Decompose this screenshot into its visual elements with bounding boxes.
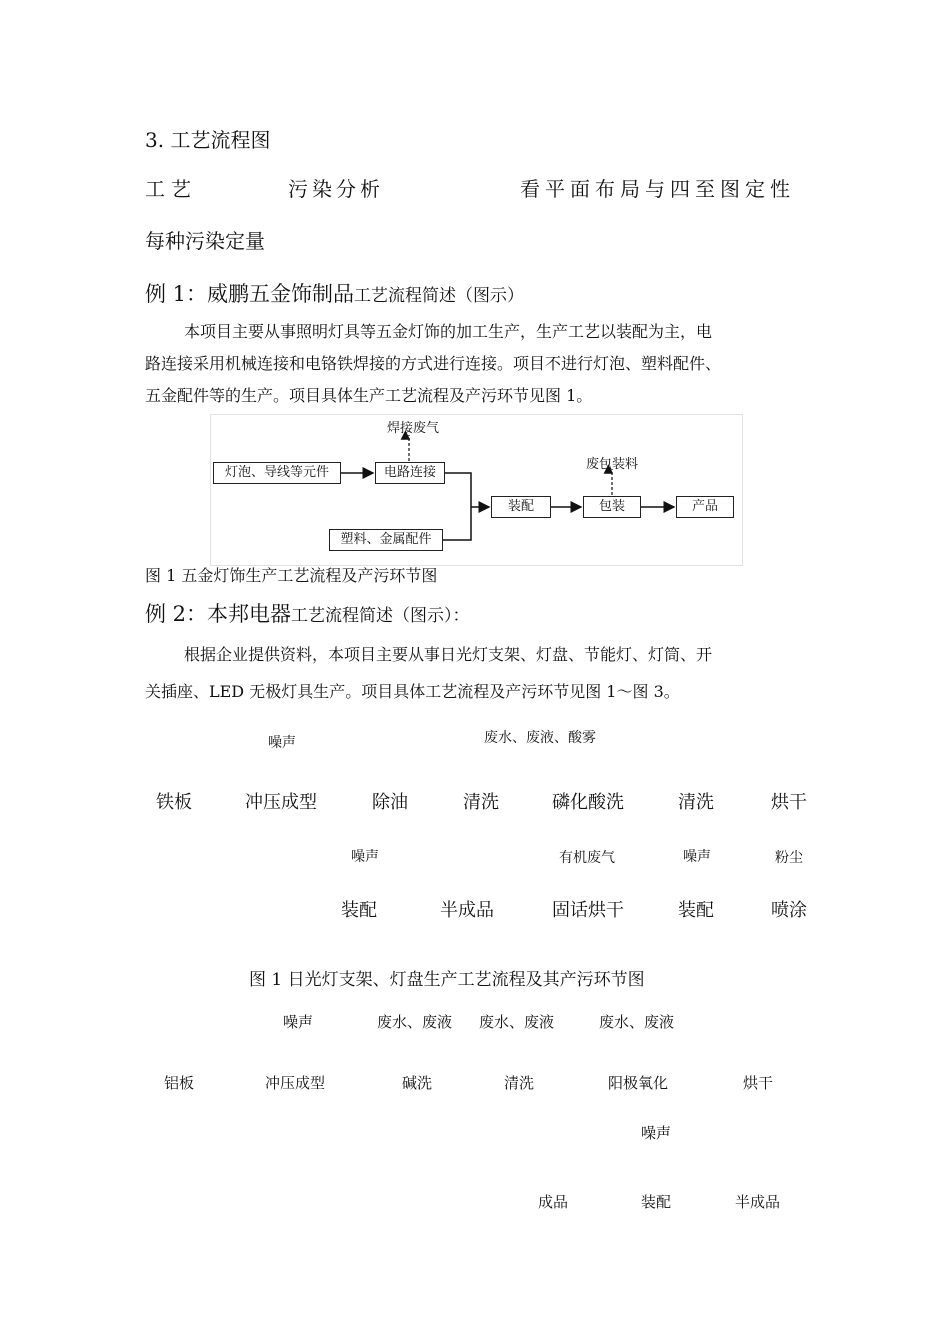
- section-heading: 3. 工艺流程图: [145, 128, 271, 152]
- flowchart-connectors: [211, 415, 742, 565]
- topic-process: 工艺: [145, 177, 197, 201]
- example1-para-line3: 五金配件等的生产。项目具体生产工艺流程及产污环节见图 1。: [145, 386, 593, 405]
- fig2-step-drying: 烘干: [743, 1074, 774, 1092]
- example1-figure-caption: 图 1 五金灯饰生产工艺流程及产污环节图: [145, 566, 438, 585]
- fig2-step-finished-product: 成品: [538, 1193, 569, 1211]
- pollutant-waste-packaging: 废包装料: [586, 457, 639, 472]
- topic-layout-qualitative: 看平面布局与四至图定性: [520, 177, 795, 201]
- fig2-step-anodizing: 阳极氧化: [608, 1074, 669, 1092]
- example2-figure1-caption: 图 1 日光灯支架、灯盘生产工艺流程及其产污环节图: [249, 970, 645, 990]
- fig1-step-cleaning-2: 清洗: [678, 792, 714, 813]
- example2-title: [145, 598, 470, 628]
- fig1-step-stamping: 冲压成型: [245, 792, 317, 813]
- example1-title-sub: 工艺流程简述（图示）: [354, 286, 525, 306]
- fig2-note-wastewater-3: 废水、废液: [599, 1013, 675, 1031]
- fig1-step-assembly: 装配: [341, 900, 377, 921]
- fig2-step-aluminum-plate: 铝板: [164, 1074, 195, 1092]
- node-components: 灯泡、导线等元件: [213, 462, 341, 484]
- quantify-line: 每种污染定量: [145, 229, 265, 253]
- fig1-note-noise-2: 噪声: [351, 849, 379, 865]
- fig1-note-wastewater-acid: 废水、废液、酸雾: [484, 730, 596, 746]
- fig1-step-iron-plate: 铁板: [156, 792, 192, 813]
- fig2-note-wastewater-2: 废水、废液: [479, 1013, 555, 1031]
- example1-title-main: 例 1：威鹏五金饰制品: [145, 282, 355, 306]
- fig2-step-cleaning: 清洗: [504, 1074, 535, 1092]
- topic-pollution-analysis: 污染分析: [288, 177, 384, 201]
- fig1-step-degreasing: 除油: [372, 792, 408, 813]
- fig1-step-semi-finished: 半成品: [440, 900, 494, 921]
- example1-flowchart: [210, 414, 743, 566]
- node-plastic-metal-parts: 塑料、金属配件: [329, 529, 443, 551]
- fig2-step-stamping: 冲压成型: [265, 1074, 326, 1092]
- fig2-step-alkali-wash: 碱洗: [402, 1074, 433, 1092]
- fig1-step-drying: 烘干: [771, 792, 807, 813]
- node-circuit-connection: 电路连接: [375, 462, 445, 484]
- fig2-step-semi-finished: 半成品: [735, 1193, 781, 1211]
- fig1-step-spraying: 喷涂: [771, 900, 807, 921]
- fig2-note-wastewater-1: 废水、废液: [377, 1013, 453, 1031]
- node-product: 产品: [676, 496, 734, 518]
- fig1-note-noise-3: 噪声: [683, 849, 711, 865]
- example1-para-line2: 路连接采用机械连接和电铬铁焊接的方式进行连接。项目不进行灯泡、塑料配件、: [145, 354, 722, 373]
- fig2-note-noise-2: 噪声: [641, 1124, 672, 1142]
- fig1-step-phosphating: 磷化酸洗: [552, 792, 624, 813]
- fig1-note-dust: 粉尘: [775, 850, 803, 866]
- fig1-step-cleaning-1: 清洗: [463, 792, 499, 813]
- node-packaging: 包装: [583, 496, 641, 518]
- example2-title-main: 例 2：本邦电器: [145, 602, 292, 626]
- fig1-note-organic-gas: 有机废气: [559, 850, 615, 866]
- fig1-step-assembly-2: 装配: [678, 900, 714, 921]
- example2-title-sub: 工艺流程简述（图示）：: [291, 606, 470, 626]
- example2-para-line1: 根据企业提供资料，本项目主要从事日光灯支架、灯盘、节能灯、灯筒、开: [184, 645, 713, 664]
- example1-para-line1: 本项目主要从事照明灯具等五金灯饰的加工生产，生产工艺以装配为主，电: [184, 322, 713, 341]
- node-assembly: 装配: [491, 496, 551, 518]
- fig2-step-assembly: 装配: [641, 1193, 672, 1211]
- example1-title: [145, 278, 524, 308]
- example2-para-line2: 关插座、LED 无极灯具生产。项目具体工艺流程及产污环节见图 1～图 3。: [145, 682, 680, 701]
- fig1-note-noise: 噪声: [268, 735, 296, 751]
- fig2-note-noise: 噪声: [283, 1013, 314, 1031]
- fig1-step-curing: 固话烘干: [552, 900, 624, 921]
- pollutant-welding-fumes: 焊接废气: [387, 421, 440, 436]
